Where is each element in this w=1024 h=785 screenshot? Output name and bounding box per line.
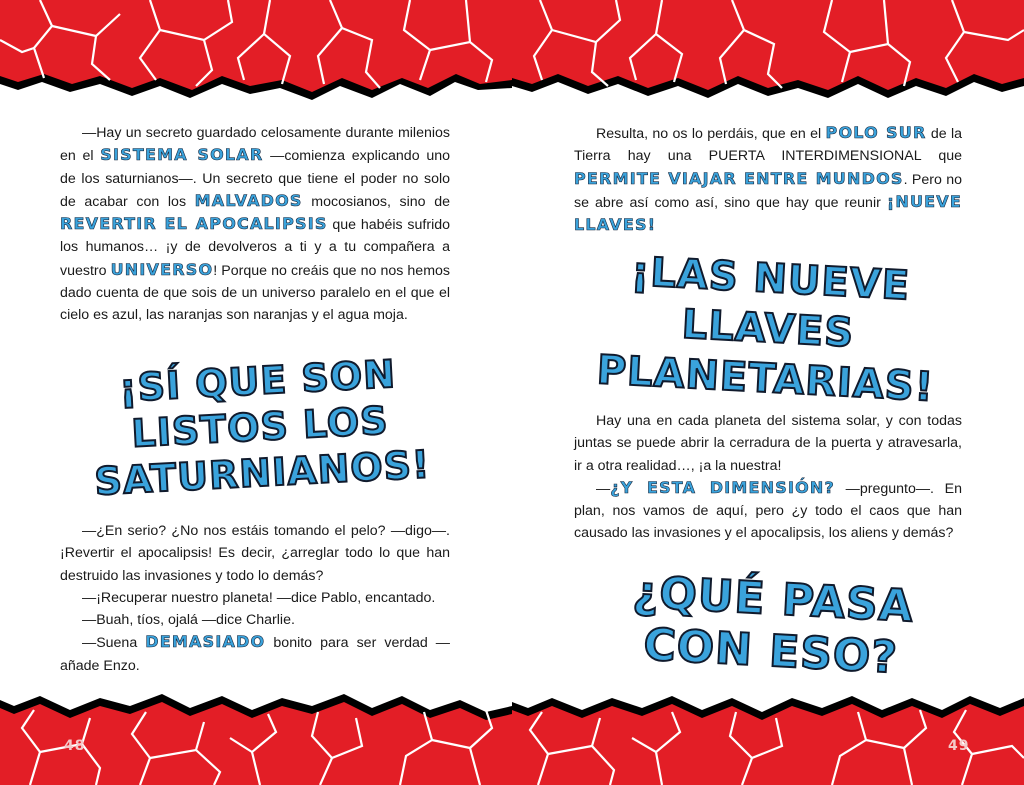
text-segment: que habéis sufrido los humanos… ¡y de devolveros a ti y a tu compañera a vuestro	[60, 217, 450, 279]
heading-line: ¡SÍ QUE SON	[118, 351, 397, 411]
right-page	[512, 0, 1024, 785]
heading-listos-saturnianos	[57, 348, 464, 507]
highlight-demasiado: DEMASIADO	[145, 632, 266, 652]
heading-line: PLANETARIAS!	[595, 347, 936, 411]
heading-nueve-llaves-planetarias	[558, 243, 977, 414]
heading-line: LISTOS LOS	[130, 398, 390, 456]
highlight-malvados: MALVADOS	[194, 190, 303, 210]
text-segment: —comienza explicando uno de los saturnianos—. Un secreto que tiene el poder no solo de acabar con los	[60, 148, 450, 210]
heading-que-pasa-con-eso	[580, 564, 965, 688]
heading-line: CON ESO?	[642, 619, 900, 684]
opening-paragraph	[574, 122, 962, 237]
cracked-red-border-top	[0, 0, 512, 110]
page-number: 49	[948, 738, 970, 754]
dialog-line: —¿En serio? ¿No nos estáis tomando el pelo? —digo—. ¡Revertir el apocalipsis! Es decir, ¿arreglar todo lo que han destruido las invasiones y todo lo demás?	[60, 523, 450, 584]
text-segment: —Suena	[82, 635, 146, 652]
text-segment: —pregunto—. En plan, nos vamos de aquí, pero ¿y todo el caos que han causado las invasiones y el apocalipsis, los aliens y demás?	[574, 480, 962, 542]
dialog-line: —Buah, tíos, ojalá —dice Charlie.	[82, 612, 295, 629]
text-segment: —Hay un secreto guardado celosamente durante milenios en el	[60, 125, 450, 165]
text-segment: —	[596, 480, 611, 497]
page-number: 48	[64, 738, 86, 754]
cracked-red-border-bottom	[0, 688, 512, 785]
text-segment: mocosianos, sino de	[302, 193, 450, 210]
text-segment: Resulta, no os lo perdáis, que en el	[596, 126, 826, 142]
dialog-line: —¡Recuperar nuestro planeta! —dice Pablo, encantado.	[82, 589, 436, 606]
highlight-sistema-solar: SISTEMA SOLAR	[100, 145, 264, 165]
paragraph-line: Hay una en cada planeta del sistema solar, y con todas juntas se puede abrir la cerradura de la puerta y atravesarla, ir a otra realidad…, ¡a la nuestra!	[574, 413, 962, 474]
dialog-line	[60, 631, 450, 677]
text-segment: de la Tierra hay una PUERTA INTERDIMENSIONAL que	[574, 126, 962, 165]
second-paragraph	[574, 410, 962, 545]
highlight-polo-sur: POLO SUR	[825, 123, 927, 142]
cracked-red-border-bottom	[512, 688, 1024, 785]
highlight-esta-dimension: ¿Y ESTA DIMENSIÓN?	[610, 477, 835, 497]
text-segment: . Pero no se abre así como así, sino que hay que reunir	[574, 171, 962, 211]
dialog-block	[60, 520, 450, 677]
highlight-universo: UNIVERSO	[110, 259, 214, 279]
heading-line: SATURNIANOS!	[93, 442, 432, 504]
highlight-revertir-apocalipsis: REVERTIR EL APOCALIPSIS	[60, 214, 328, 234]
text-segment: bonito para ser verdad —añade Enzo.	[60, 635, 450, 674]
cracked-red-border-top	[512, 0, 1024, 110]
paragraph-line	[574, 477, 962, 545]
heading-line: LLAVES	[680, 301, 856, 357]
heading-line: ¡LAS NUEVE	[630, 248, 912, 310]
opening-paragraph	[60, 122, 450, 327]
heading-line: ¿QUÉ PASA	[631, 566, 916, 633]
highlight-permite-viajar: PERMITE VIAJAR ENTRE MUNDOS	[574, 168, 904, 188]
highlight-nueve-llaves: ¡NUEVE LLAVES!	[574, 191, 962, 235]
text-segment: ! Porque no creáis que no nos hemos dado cuenta de que sois de un universo paralelo en el que el cielo es azul, las naranjas son naranjas y el agua moja.	[60, 262, 450, 324]
